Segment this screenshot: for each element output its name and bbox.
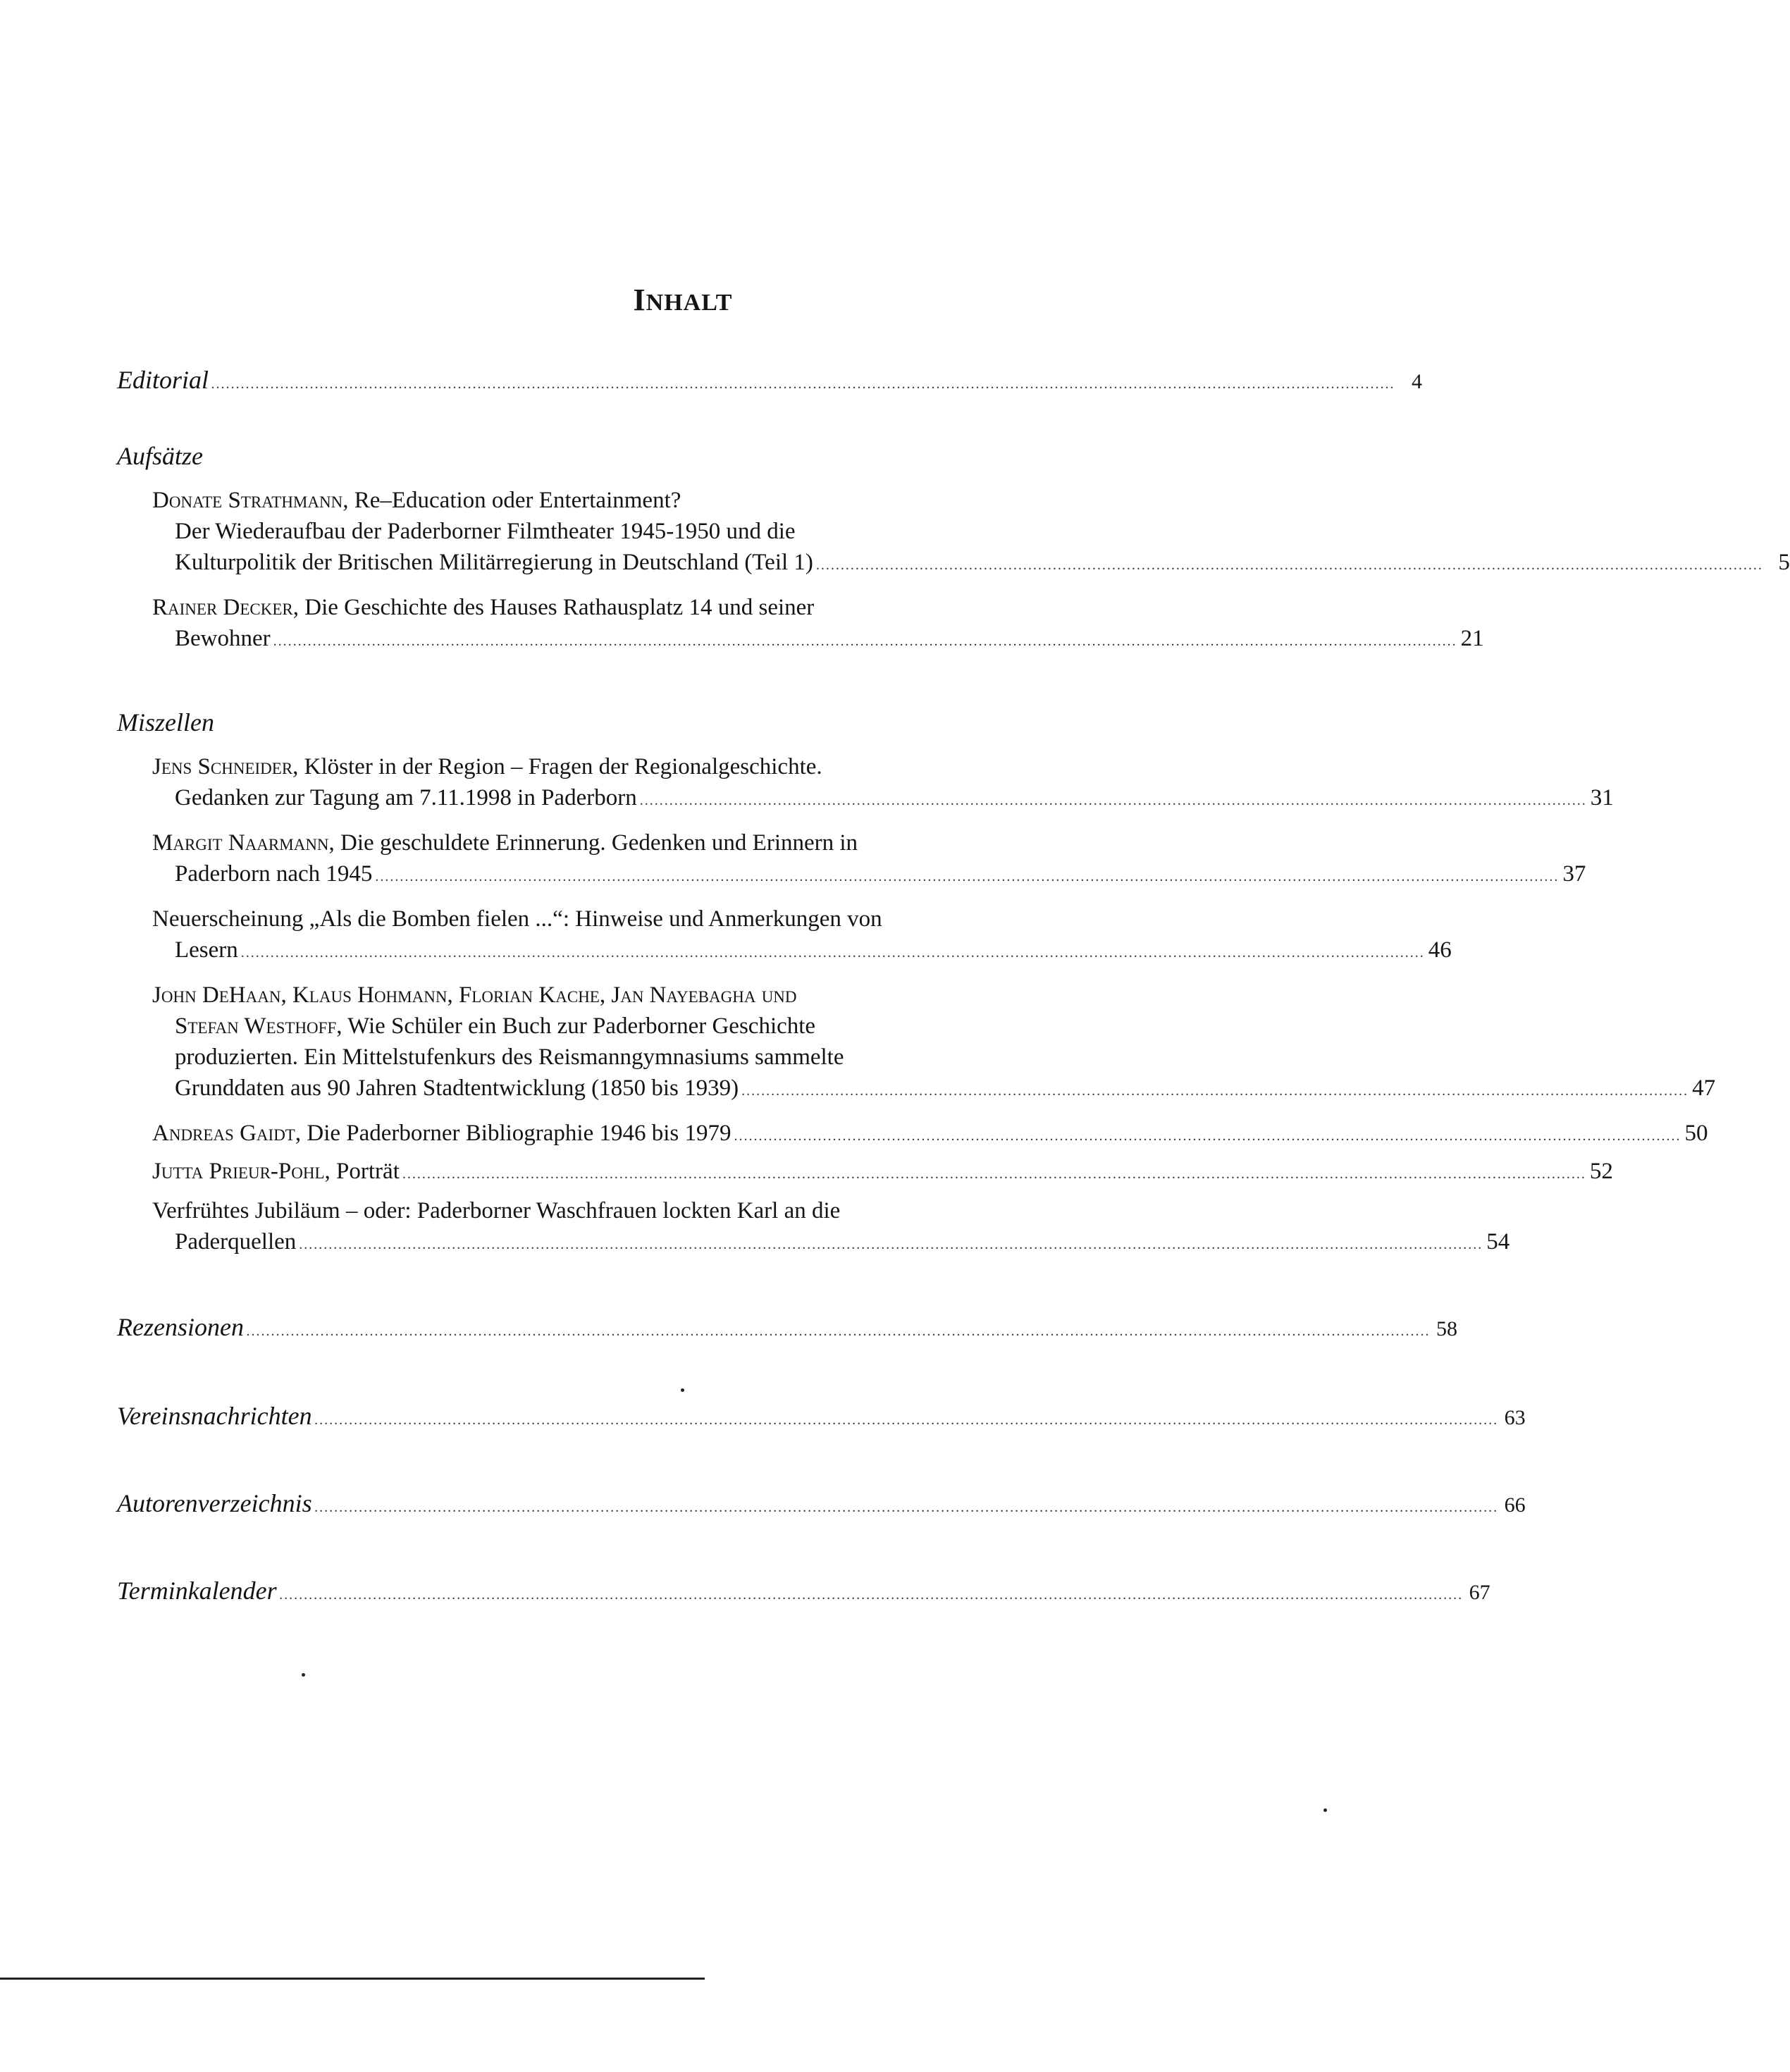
toc-editorial: Editorial ................................................................................................................................................................................................................................................ 4 <box>117 366 1423 394</box>
toc-terminkalender: Terminkalender ................................................................................................................................................................................................................................................ 67 <box>117 1577 1490 1605</box>
author: Andreas Gaidt <box>152 1121 295 1146</box>
toc-entry-schneider: Jens Schneider, Klöster in der Region – Fragen der Regionalgeschichte. Gedanken zur Tagung am 7.11.1998 in Paderborn ................................................................................................................................................................................................ 31 <box>152 751 1157 816</box>
toc-entry-jubilaeum: Verfrühtes Jubiläum – oder: Paderborner Waschfrauen lockten Karl an die Paderquellen ................................................................................................................................................................................................................................................ 54 <box>152 1195 1157 1260</box>
page-number: 66 <box>1504 1493 1526 1517</box>
toc-entry-neuerscheinung: Neuerscheinung „Als die Bomben fielen ...“: Hinweise und Anmerkungen von Lesern ................................................................................................................................................................................................................................................ 46 <box>152 904 1157 968</box>
scan-speck <box>1323 1808 1327 1812</box>
page-number: 46 <box>1428 937 1452 963</box>
page-number: 54 <box>1486 1229 1510 1254</box>
page-number: 67 <box>1469 1581 1490 1604</box>
section-title-aufsaetze: Aufsätze <box>117 442 203 470</box>
author: Rainer Decker <box>152 595 293 620</box>
page-number: 50 <box>1684 1121 1708 1146</box>
page-number: 63 <box>1504 1406 1526 1429</box>
toc-entry-gaidt: Andreas Gaidt, Die Paderborner Bibliographie 1946 bis 1979 ................................................................................................................................................................................................ 50 <box>152 1118 1157 1152</box>
page-title: INHALT <box>633 283 733 317</box>
toc-rezensionen: Rezensionen ................................................................................................................................................................................................................................................ 58 <box>117 1313 1457 1341</box>
toc-entry-decker: Rainer Decker, Die Geschichte des Hauses Rathausplatz 14 und seiner Bewohner ................................................................................................................................................................................................................................................ 21 <box>152 592 1157 657</box>
toc-entry-prieur: Jutta Prieur-Pohl, Porträt ................................................................................................................................................................................................................................................ 52 <box>152 1156 1157 1190</box>
section-title-vereinsnachrichten: Vereinsnachrichten <box>117 1402 312 1430</box>
author: Donate Strathmann <box>152 488 343 513</box>
page-number: 37 <box>1562 861 1586 887</box>
toc-entry-strathmann: Donate Strathmann, Re–Education oder Entertainment? Der Wiederaufbau der Paderborner Filmtheater 1945-1950 und die Kulturpolitik der Britischen Militärregierung in Deutschland (Teil 1) ................................................................................................................................................................................................ 5 <box>152 485 1157 581</box>
author: Jens Schneider <box>152 754 293 779</box>
section-title-rezensionen: Rezensionen <box>117 1313 244 1341</box>
page-number: 31 <box>1590 785 1614 810</box>
page-number: 21 <box>1460 626 1484 651</box>
section-title-terminkalender: Terminkalender <box>117 1577 277 1605</box>
section-title-autorenverzeichnis: Autorenverzeichnis <box>117 1489 312 1517</box>
section-title-miszellen: Miszellen <box>117 708 214 736</box>
page-number: 58 <box>1436 1317 1457 1340</box>
authors: John DeHaan, Klaus Hohmann, Florian Kache, Jan Nayebagha und <box>152 982 797 1008</box>
author: Jutta Prieur-Pohl <box>152 1159 325 1184</box>
page-number: 52 <box>1589 1159 1613 1184</box>
author: Margit Naarmann <box>152 830 329 856</box>
page-number: 47 <box>1692 1075 1716 1101</box>
toc-autorenverzeichnis: Autorenverzeichnis ................................................................................................................................................................................................................................................ 66 <box>117 1489 1526 1517</box>
scan-speck <box>302 1673 305 1677</box>
section-title-editorial: Editorial <box>117 366 209 394</box>
page-number: 4 <box>1412 370 1423 393</box>
scan-speck <box>681 1388 684 1392</box>
toc-entry-naarmann: Margit Naarmann, Die geschuldete Erinnerung. Gedenken und Erinnern in Paderborn nach 1945 ................................................................................................................................................................................................................................................ 37 <box>152 827 1157 892</box>
page-edge-rule <box>0 1978 705 1980</box>
toc-vereinsnachrichten: Vereinsnachrichten ................................................................................................................................................................................................................................................ 63 <box>117 1402 1526 1430</box>
toc-entry-dehaan: John DeHaan, Klaus Hohmann, Florian Kache, Jan Nayebagha und Stefan Westhoff, Wie Schüler ein Buch zur Paderborner Geschichte produzierten. Ein Mittelstufenkurs des Reismanngymnasiums sammelte Grunddaten aus 90 Jahren Stadtentwicklung (1850 bis 1939) ................................................................................................................................................................................................ 47 <box>152 980 1157 1106</box>
page-number: 5 <box>1778 550 1790 575</box>
